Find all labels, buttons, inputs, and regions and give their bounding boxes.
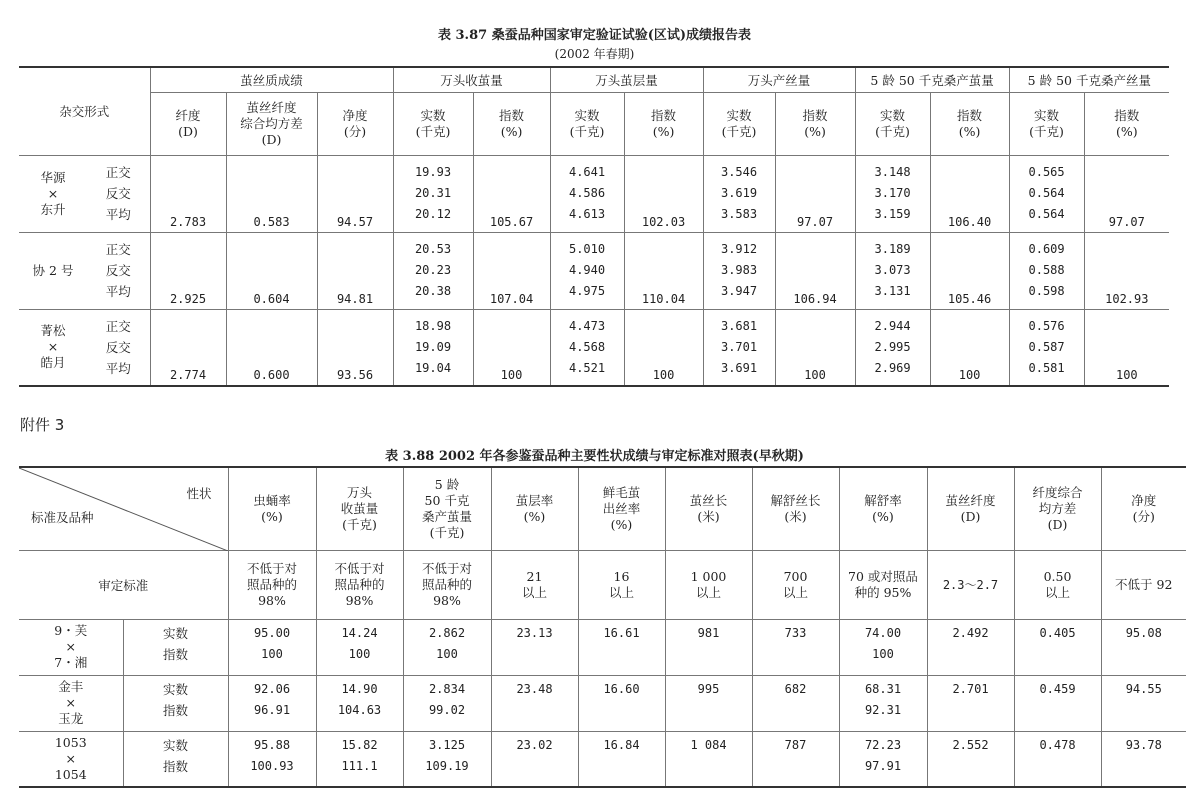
standard-value: 不低于 92 <box>1101 550 1186 619</box>
neatness-value: 94.81 <box>317 232 393 309</box>
cocoon-per-leaf-index: 100 <box>930 309 1009 386</box>
standard-value: 不低于对 照品种的 98% <box>316 550 403 619</box>
group-header: 万头收茧量 <box>393 67 550 92</box>
variety-name: 金丰 × 玉龙 <box>19 675 123 731</box>
table1-row-variety-2 <box>19 232 1169 309</box>
cocoon-per-leaf-values: 3.189 3.073 3.131 <box>855 232 930 309</box>
table1-row-variety-1 <box>19 155 1169 232</box>
group-header: 茧丝质成绩 <box>150 67 393 92</box>
value-cell: 23.02 <box>491 731 578 787</box>
attachment-label: 附件 3 <box>20 416 65 434</box>
value-cell: 95.88 100.93 <box>228 731 316 787</box>
silk-yield-index: 106.94 <box>775 232 855 309</box>
sub-header: 实数 (千克) <box>703 92 775 155</box>
sub-header: 实数 (千克) <box>393 92 473 155</box>
value-cell: 733 <box>752 619 839 675</box>
value-cell: 95.08 <box>1101 619 1186 675</box>
corner-trait-label: 性状 <box>186 486 212 501</box>
table2-standard-row <box>19 550 1186 619</box>
standard-value: 21 以上 <box>491 550 578 619</box>
value-cell: 14.24 100 <box>316 619 403 675</box>
fineness-var-value: 0.604 <box>226 232 317 309</box>
silk-per-leaf-values: 0.565 0.564 0.564 <box>1009 155 1084 232</box>
column-header: 解舒丝长 (米) <box>752 467 839 550</box>
cocoon-yield-values: 18.98 19.09 19.04 <box>393 309 473 386</box>
fineness-value: 2.925 <box>150 232 226 309</box>
table2-header-row <box>19 467 1186 550</box>
corner-standard-label: 标准及品种 <box>31 509 94 525</box>
value-cell: 2.834 99.02 <box>403 675 491 731</box>
neatness-value: 93.56 <box>317 309 393 386</box>
value-cell: 16.84 <box>578 731 665 787</box>
cocoon-yield-values: 19.93 20.31 20.12 <box>393 155 473 232</box>
table1-title: 表 3.87 桑蚕品种国家审定验证试验(区试)成绩报告表 <box>437 28 752 43</box>
standard-value: 70 或对照品 种的 95% <box>839 550 927 619</box>
value-cell: 72.23 97.91 <box>839 731 927 787</box>
silk-yield-index: 97.07 <box>775 155 855 232</box>
corner-header <box>19 467 228 550</box>
fineness-value: 2.783 <box>150 155 226 232</box>
sub-header: 实数 (千克) <box>1009 92 1084 155</box>
group-header: 万头茧层量 <box>550 67 703 92</box>
row-labels: 实数 指数 <box>123 619 228 675</box>
column-header: 鲜毛茧 出丝率 (%) <box>578 467 665 550</box>
row-type-labels: 正交 反交 平均 <box>87 155 150 232</box>
column-header: 虫蛹率 (%) <box>228 467 316 550</box>
silk-per-leaf-index: 102.93 <box>1084 232 1169 309</box>
standard-value: 0.50 以上 <box>1014 550 1101 619</box>
standard-value: 2.3～2.7 <box>927 550 1014 619</box>
value-cell: 981 <box>665 619 752 675</box>
value-cell: 2.701 <box>927 675 1014 731</box>
cross-type-header: 杂交形式 <box>19 67 150 155</box>
value-cell: 1 084 <box>665 731 752 787</box>
cocoon-per-leaf-index: 106.40 <box>930 155 1009 232</box>
table2-row-variety-3 <box>19 731 1186 787</box>
sub-header: 纤度 (D) <box>150 92 226 155</box>
shell-weight-values: 5.010 4.940 4.975 <box>550 232 624 309</box>
value-cell: 15.82 111.1 <box>316 731 403 787</box>
fineness-var-value: 0.600 <box>226 309 317 386</box>
group-header: 5 龄 50 千克桑产丝量 <box>1009 67 1169 92</box>
silk-per-leaf-values: 0.609 0.588 0.598 <box>1009 232 1084 309</box>
silk-yield-index: 100 <box>775 309 855 386</box>
value-cell: 0.405 <box>1014 619 1101 675</box>
value-cell: 3.125 109.19 <box>403 731 491 787</box>
table1-header-group-row <box>19 67 1169 92</box>
standard-value: 16 以上 <box>578 550 665 619</box>
value-cell: 0.478 <box>1014 731 1101 787</box>
value-cell: 2.552 <box>927 731 1014 787</box>
column-header: 茧丝纤度 (D) <box>927 467 1014 550</box>
value-cell: 0.459 <box>1014 675 1101 731</box>
value-cell: 94.55 <box>1101 675 1186 731</box>
shell-weight-index: 110.04 <box>624 232 703 309</box>
column-header: 万头 收茧量 (千克) <box>316 467 403 550</box>
sub-header: 实数 (千克) <box>855 92 930 155</box>
neatness-value: 94.57 <box>317 155 393 232</box>
shell-weight-index: 102.03 <box>624 155 703 232</box>
table2 <box>19 466 1186 788</box>
cocoon-yield-index: 107.04 <box>473 232 550 309</box>
value-cell: 16.61 <box>578 619 665 675</box>
cocoon-yield-index: 100 <box>473 309 550 386</box>
cocoon-per-leaf-values: 3.148 3.170 3.159 <box>855 155 930 232</box>
value-cell: 92.06 96.91 <box>228 675 316 731</box>
variety-name: 华源 × 东升 <box>19 155 87 232</box>
fineness-var-value: 0.583 <box>226 155 317 232</box>
variety-name: 9・芙 × 7・湘 <box>19 619 123 675</box>
silk-per-leaf-values: 0.576 0.587 0.581 <box>1009 309 1084 386</box>
silk-yield-values: 3.546 3.619 3.583 <box>703 155 775 232</box>
column-header: 解舒率 (%) <box>839 467 927 550</box>
value-cell: 2.862 100 <box>403 619 491 675</box>
value-cell: 74.00 100 <box>839 619 927 675</box>
cocoon-per-leaf-index: 105.46 <box>930 232 1009 309</box>
standard-label: 审定标准 <box>19 550 228 619</box>
column-header: 净度 (分) <box>1101 467 1186 550</box>
group-header: 5 龄 50 千克桑产茧量 <box>855 67 1009 92</box>
sub-header: 指数 (%) <box>473 92 550 155</box>
value-cell: 682 <box>752 675 839 731</box>
sub-header: 指数 (%) <box>1084 92 1169 155</box>
row-labels: 实数 指数 <box>123 675 228 731</box>
column-header: 5 龄 50 千克 桑产茧量 (千克) <box>403 467 491 550</box>
row-type-labels: 正交 反交 平均 <box>87 232 150 309</box>
standard-value: 700 以上 <box>752 550 839 619</box>
silk-per-leaf-index: 97.07 <box>1084 155 1169 232</box>
value-cell: 93.78 <box>1101 731 1186 787</box>
standard-value: 1 000 以上 <box>665 550 752 619</box>
value-cell: 95.00 100 <box>228 619 316 675</box>
value-cell: 14.90 104.63 <box>316 675 403 731</box>
sub-header: 指数 (%) <box>624 92 703 155</box>
table1-header-sub-row <box>19 92 1169 155</box>
silk-per-leaf-index: 100 <box>1084 309 1169 386</box>
fineness-value: 2.774 <box>150 309 226 386</box>
silk-yield-values: 3.681 3.701 3.691 <box>703 309 775 386</box>
cocoon-per-leaf-values: 2.944 2.995 2.969 <box>855 309 930 386</box>
column-header: 茧层率 (%) <box>491 467 578 550</box>
value-cell: 995 <box>665 675 752 731</box>
variety-name: 菁松 × 皓月 <box>19 309 87 386</box>
variety-name: 协 2 号 <box>19 232 87 309</box>
table1 <box>19 66 1169 387</box>
sub-header: 指数 (%) <box>930 92 1009 155</box>
row-type-labels: 正交 反交 平均 <box>87 309 150 386</box>
table2-row-variety-1 <box>19 619 1186 675</box>
value-cell: 16.60 <box>578 675 665 731</box>
value-cell: 68.31 92.31 <box>839 675 927 731</box>
cocoon-yield-index: 105.67 <box>473 155 550 232</box>
sub-header: 实数 (千克) <box>550 92 624 155</box>
cocoon-yield-values: 20.53 20.23 20.38 <box>393 232 473 309</box>
column-header: 茧丝长 (米) <box>665 467 752 550</box>
sub-header: 指数 (%) <box>775 92 855 155</box>
row-labels: 实数 指数 <box>123 731 228 787</box>
shell-weight-values: 4.641 4.586 4.613 <box>550 155 624 232</box>
sub-header: 茧丝纤度 综合均方差 (D) <box>226 92 317 155</box>
silk-yield-values: 3.912 3.983 3.947 <box>703 232 775 309</box>
value-cell: 787 <box>752 731 839 787</box>
table2-title: 表 3.88 2002 年各参鉴蚕品种主要性状成绩与审定标准对照表(早秋期) <box>385 449 804 464</box>
group-header: 万头产丝量 <box>703 67 855 92</box>
column-header: 纤度综合 均方差 (D) <box>1014 467 1101 550</box>
variety-name: 1053 × 1054 <box>19 731 123 787</box>
table2-row-variety-2 <box>19 675 1186 731</box>
value-cell: 23.48 <box>491 675 578 731</box>
value-cell: 2.492 <box>927 619 1014 675</box>
standard-value: 不低于对 照品种的 98% <box>403 550 491 619</box>
standard-value: 不低于对 照品种的 98% <box>228 550 316 619</box>
shell-weight-values: 4.473 4.568 4.521 <box>550 309 624 386</box>
table1-row-variety-3 <box>19 309 1169 386</box>
shell-weight-index: 100 <box>624 309 703 386</box>
sub-header: 净度 (分) <box>317 92 393 155</box>
value-cell: 23.13 <box>491 619 578 675</box>
table1-subtitle: (2002 年春期) <box>554 47 635 61</box>
